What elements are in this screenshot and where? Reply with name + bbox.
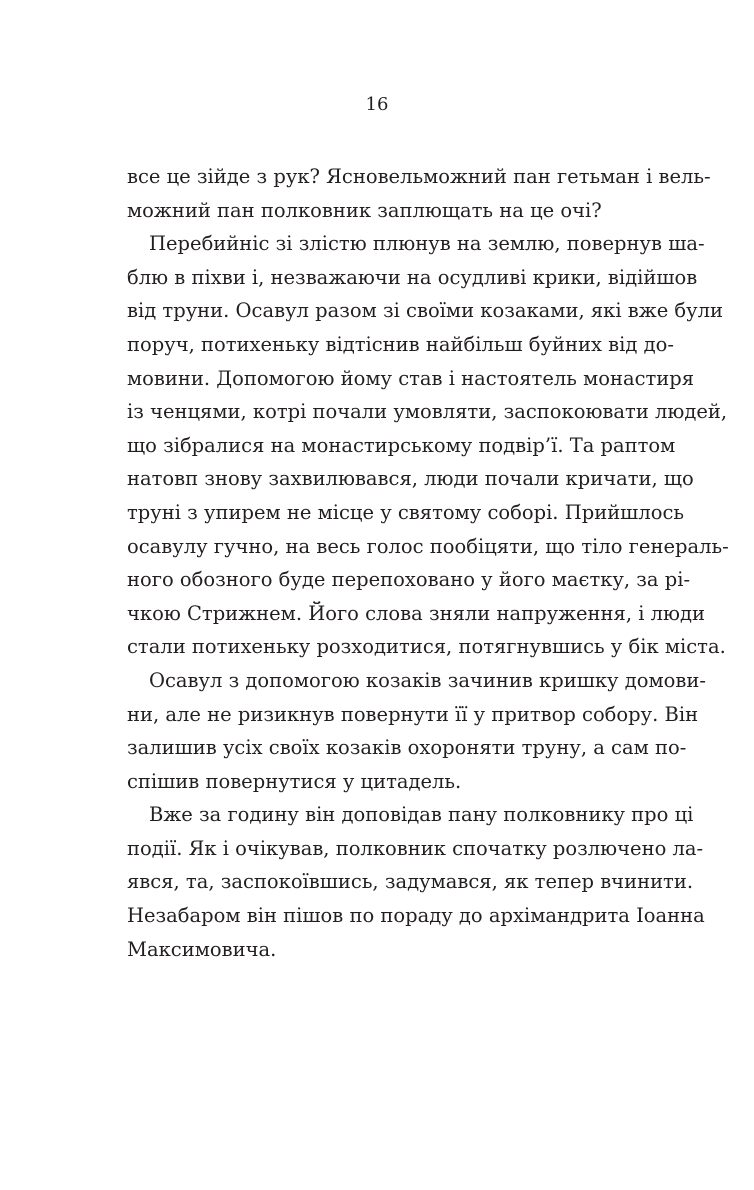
text-line: ного обозного буде перепоховано у його маєтку, за рі- [127, 568, 691, 592]
text-line: Незабаром він пішов по пораду до архімандрита Іоанна [127, 904, 705, 928]
text-line: блю в піхви і, незважаючи на осудливі крики, відійшов [127, 265, 698, 289]
text-line: стали потихеньку розходитися, потягнувшись у бік міста. [127, 635, 726, 659]
page-number: 16 [365, 94, 389, 115]
text-line: осавулу гучно, на весь голос пообіцяти, що тіло генераль- [127, 534, 729, 558]
text-line: Перебийніс зі злістю плюнув на землю, повернув ша- [149, 232, 705, 256]
text-line: Осавул з допомогою козаків зачинив кришку домови- [149, 668, 706, 692]
body-text [127, 160, 729, 966]
paragraph-1 [127, 160, 711, 227]
text-line: залишив усіх своїх козаків охороняти труну, а сам по- [127, 736, 687, 760]
paragraph-3 [127, 664, 706, 798]
text-line: спішив повернутися у цитадель. [127, 769, 462, 793]
text-line: від труни. Осавул разом зі своїми козаками, які вже були [127, 299, 724, 323]
text-line: ни, але не ризикнув повернути її у притвор собору. Він [127, 702, 699, 726]
text-line: труні з упирем не місце у святому соборі. Прийшлось [127, 500, 684, 524]
text-line: можний пан полковник заплющать на це очі? [127, 198, 602, 222]
text-line: явся, та, заспокоївшись, задумався, як тепер вчинити. [127, 870, 694, 894]
text-line: мовини. Допомогою йому став і настоятель монастиря [127, 366, 695, 390]
text-line: що зібралися на монастирському подвір’ї. Та раптом [127, 433, 676, 457]
text-line: Вже за годину він доповідав пану полковнику про ці [149, 803, 694, 827]
text-line: натовп знову захвилювався, люди почали кричати, що [127, 467, 694, 491]
text-line: із ченцями, котрі почали умовляти, заспокоювати людей, [127, 400, 728, 424]
text-line: Максимовича. [127, 937, 277, 961]
text-line: все це зійде з рук? Ясновельможний пан гетьман і вель- [127, 165, 711, 188]
paragraph-2 [127, 227, 729, 664]
text-line: події. Як і очікував, полковник спочатку розлючено ла- [127, 836, 704, 860]
text-line: чкою Стрижнем. Його слова зняли напруження, і люди [127, 601, 706, 625]
paragraph-4 [127, 798, 705, 966]
text-line: поруч, потихеньку відтіснив найбільш буйних від до- [127, 332, 674, 356]
